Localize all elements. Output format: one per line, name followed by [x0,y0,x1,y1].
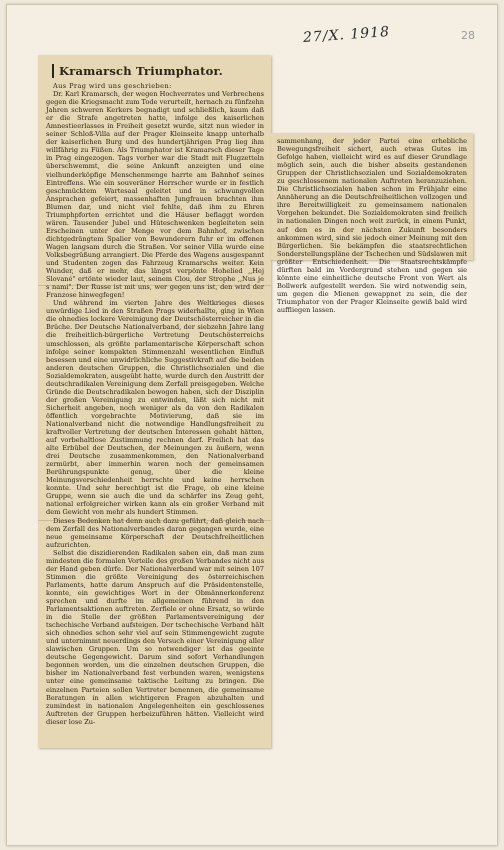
paper-crease [38,285,271,286]
article-title: Kramarsch Triumphator. [52,64,264,78]
newspaper-clipping-main [38,55,271,748]
article-paragraph: Dieses Bedenken hat denn auch dazu geführt, daß gleich nach dem Zerfall des Nationalverbandes daran gegangen wurde, eine neue gemeinsame Körperschaft der Deutschfreiheitlichen aufzurichten. [46,516,264,549]
article-continuation: sammenhang, der jeder Partei eine erhebliche Bewegungsfreiheit sichert, auch etwas Gutes im Gefolge haben, vielleicht wird es auf dieser Grundlage möglich sein, auch die bisher abseits gestandenen Gruppen der Christlichsozialen und Sozialdemokraten zu geschlossenem nationalen Auftreten heranzuziehen. Die Christlichsozialen haben schon im Frühjahr eine Annäherung an die Deutschfreiheitlichen vollzogen und ihre Bereitwilligkeit zu gemeinsamem nationalen Vorgehen bekundet. Die Sozialdemokraten sind freilich in nationalen Dingen noch weit zurück, in einem Punkt, auf den es in der nächsten Zukunft besonders ankommen wird, sind sie jedoch einer Meinung mit den Bürgerlichen. Sie bekämpfen die staatsrechtlichen Sonderstellungspläne der Tschechen und Südslawen mit größter Entschiedenheit. Die Staatsrechtskämpfe dürften bald im Vordergrund stehen und gegen sie könnte eine einheitliche deutsche Front von Wert als Bollwerk aufgestellt werden. Sie wird notwendig sein, um gegen die Mienen gewappnet zu sein, die der Triumphator von der Prager Kleinseite gewiß bald wird auffliegen lassen. [277,137,467,314]
handwritten-page-number: 28 [461,29,475,42]
article-dateline: Aus Prag wird uns geschrieben: [53,82,172,90]
newspaper-clipping-continuation [271,133,473,314]
article-paragraph: Dr. Karl Kramarsch, der wegen Hochverrates und Verbrechens gegen die Kriegsmacht zum Tode verurteilt, hernach zu fünfzehn Jahren schweren Kerkers begnadigt und schließlich, kaum daß er die Strafe angetreten hatte, infolge des kaiserlichen Amnestieerlasses in Freiheit gesetzt wurde, sitzt nun wieder in seiner Schloß-Villa auf der Prager Kleinseite knapp unterhalb der kaiserlichen Burg und des hundertjährigen Prag lieg ihm willfährig zu Füßen. Als Triumphator ist Kramarsch dieser Tage in Prag eingezogen. Tags vorher war die Stadt mit Flugzetteln überschwemmt, die seine Ankunft anzeigten und eine vielhunderköpfige Menschenmenge harrte am Bahnhof seines Eintreffens. Wie ein souveräner Herrscher wurde er in festlich geschmücktem Wartesaal geleitet und in schwungvollen Ansprachen gefeiert, massenhaften Jungfrauen brachten ihm Blumen dar, und nicht viel fehlte, daß ihm zu Ehren Triumphpforten errichtet und die Häuser beflaggt worden wären. Tausender Jubel und Hüteschwenken begleiteten sein Erscheinen unter der Menge vor dem Bahnhof, zwischen dichtgedrängtem Spalier von Bewunderern fuhr er im offenen Wagen langsam durch die Straßen. Vor seiner Villa wurde eine Volksbegrüßung arrangiert. Die Pferde des Wagens ausgespannt und Studenten zogen das Fahrzeug Kramarschs weiter. Kein Wunder, daß er mehr, das längst verpönte Hohelied ,,Hej Slované" ertönte wieder laut, seinem Clou, der Strophe ,,Nus je s nami". Der Russe ist mit uns, wer gegen uns ist, den wird der Franzose hinwegfegen! [46,90,264,300]
handwritten-date: 27/X. 1918 [302,23,391,47]
paper-crease [38,520,271,521]
article-paragraph: Selbst die diszidierenden Radikalen sahen ein, daß man zum mindesten die formalen Vorteile des großen Verbandes nicht aus der Hand geben dürfe. Der Nationalverband war mit seinen 107 Stimmen die größte Vereinigung des österreichischen Parlaments, hatte darum Anspruch auf die Präsidentenstelle, konnte, ein gewichtiges Wort in der Obmännerkonferenz sprechen und durfte im allgemeinen führend in den Parlamentsaktionen auftreten. Zerfiele er ohne Ersatz, so würde in die Stelle der größten Parlamentsvereinigung der tschechische Verband aufsteigen. Der tschechische Verband hält sich ohnedies schon sehr viel auf sein Stimmengewicht zugute und unternimmt neuerdings den Versuch einer Vereinigung aller slawischen Gruppen. Um so notwendiger ist das geeinte deutsche Gegengewicht. Darum sind sofort Verhandlungen begonnen worden, um die einzelnen deutschen Gruppen, die bisher im Nationalverband fest verbunden waren, wenigstens unter eine gemeinsame taktische Leitung zu bringen. Die einzelnen Parteien sollen Vertreter benennen, die gemeinsame Beratungen in allen wichtigeren Fragen abzuhalten und zumindest in nationalen Angelegenheiten ein geschlossenes Auftreten der Gruppen herbeizuführen hätten. Vielleicht wird dieser lose Zu- [46,548,264,726]
article-paragraph: Und während im vierten Jahre des Weltkrieges dieses unwürdige Lied in den Straßen Prags widerhallte, ging in Wien die ohnedies lockere Vereinigung der Deutschösterreicher in die Brüche. Der Deutsche Nationalverband, der siebzehn Jahre lang die freiheitlich-bürgerliche Vertretung Deutschösterreichs umschlossen, als größte parlamentarische Körperschaft schon infolge seiner kompakten Stimmenzahl wesentlichen Einfluß besessen und eine unwidrlichliche Suggestivkraft auf die beiden anderen deutschen Gruppen, die Christlichsozialen und die Sozialdemokraten, ausgeübt hatte, wurde durch den Austritt der deutschradikalen Vereinigung dem Zerfall preisgegeben. Welche Gründe die Deutschradikalen bewogen haben, sich der Disziplin der großen Vereinigung zu entwinden, läßt sich nicht mit Sicherheit angeben, noch weniger als da von den Radikalen öffentlich vorgebrachte Motivierung, daß sie im Nationalverband nicht die notwendige Handlungsfreiheit zu kraftvoller Vertretung der deutschen Interessen gehabt hätten, auf vorbehaltlose Zustimmung rechnen darf. Freilich hat das alte Erbübel der Deutschen, der Meinungen zu äußern, wenn drei Deutsche zusammenkommen, den Nationalverband zermürbt, aber immerhin waren noch der gemeinsamen Berührungspunkte genug, über die kleine Meinungsverschiedenheit herrschte und keine herrschen konnte. Und sehr berechtigt ist die Frage, ob eine kleine Gruppe, wenn sie auch die und da schärfer ins Zeug geht, national erfolgreicher wirken kann als ein großer Verband mit dem Gewicht von mehr als hundert Stimmen. [46,299,264,517]
